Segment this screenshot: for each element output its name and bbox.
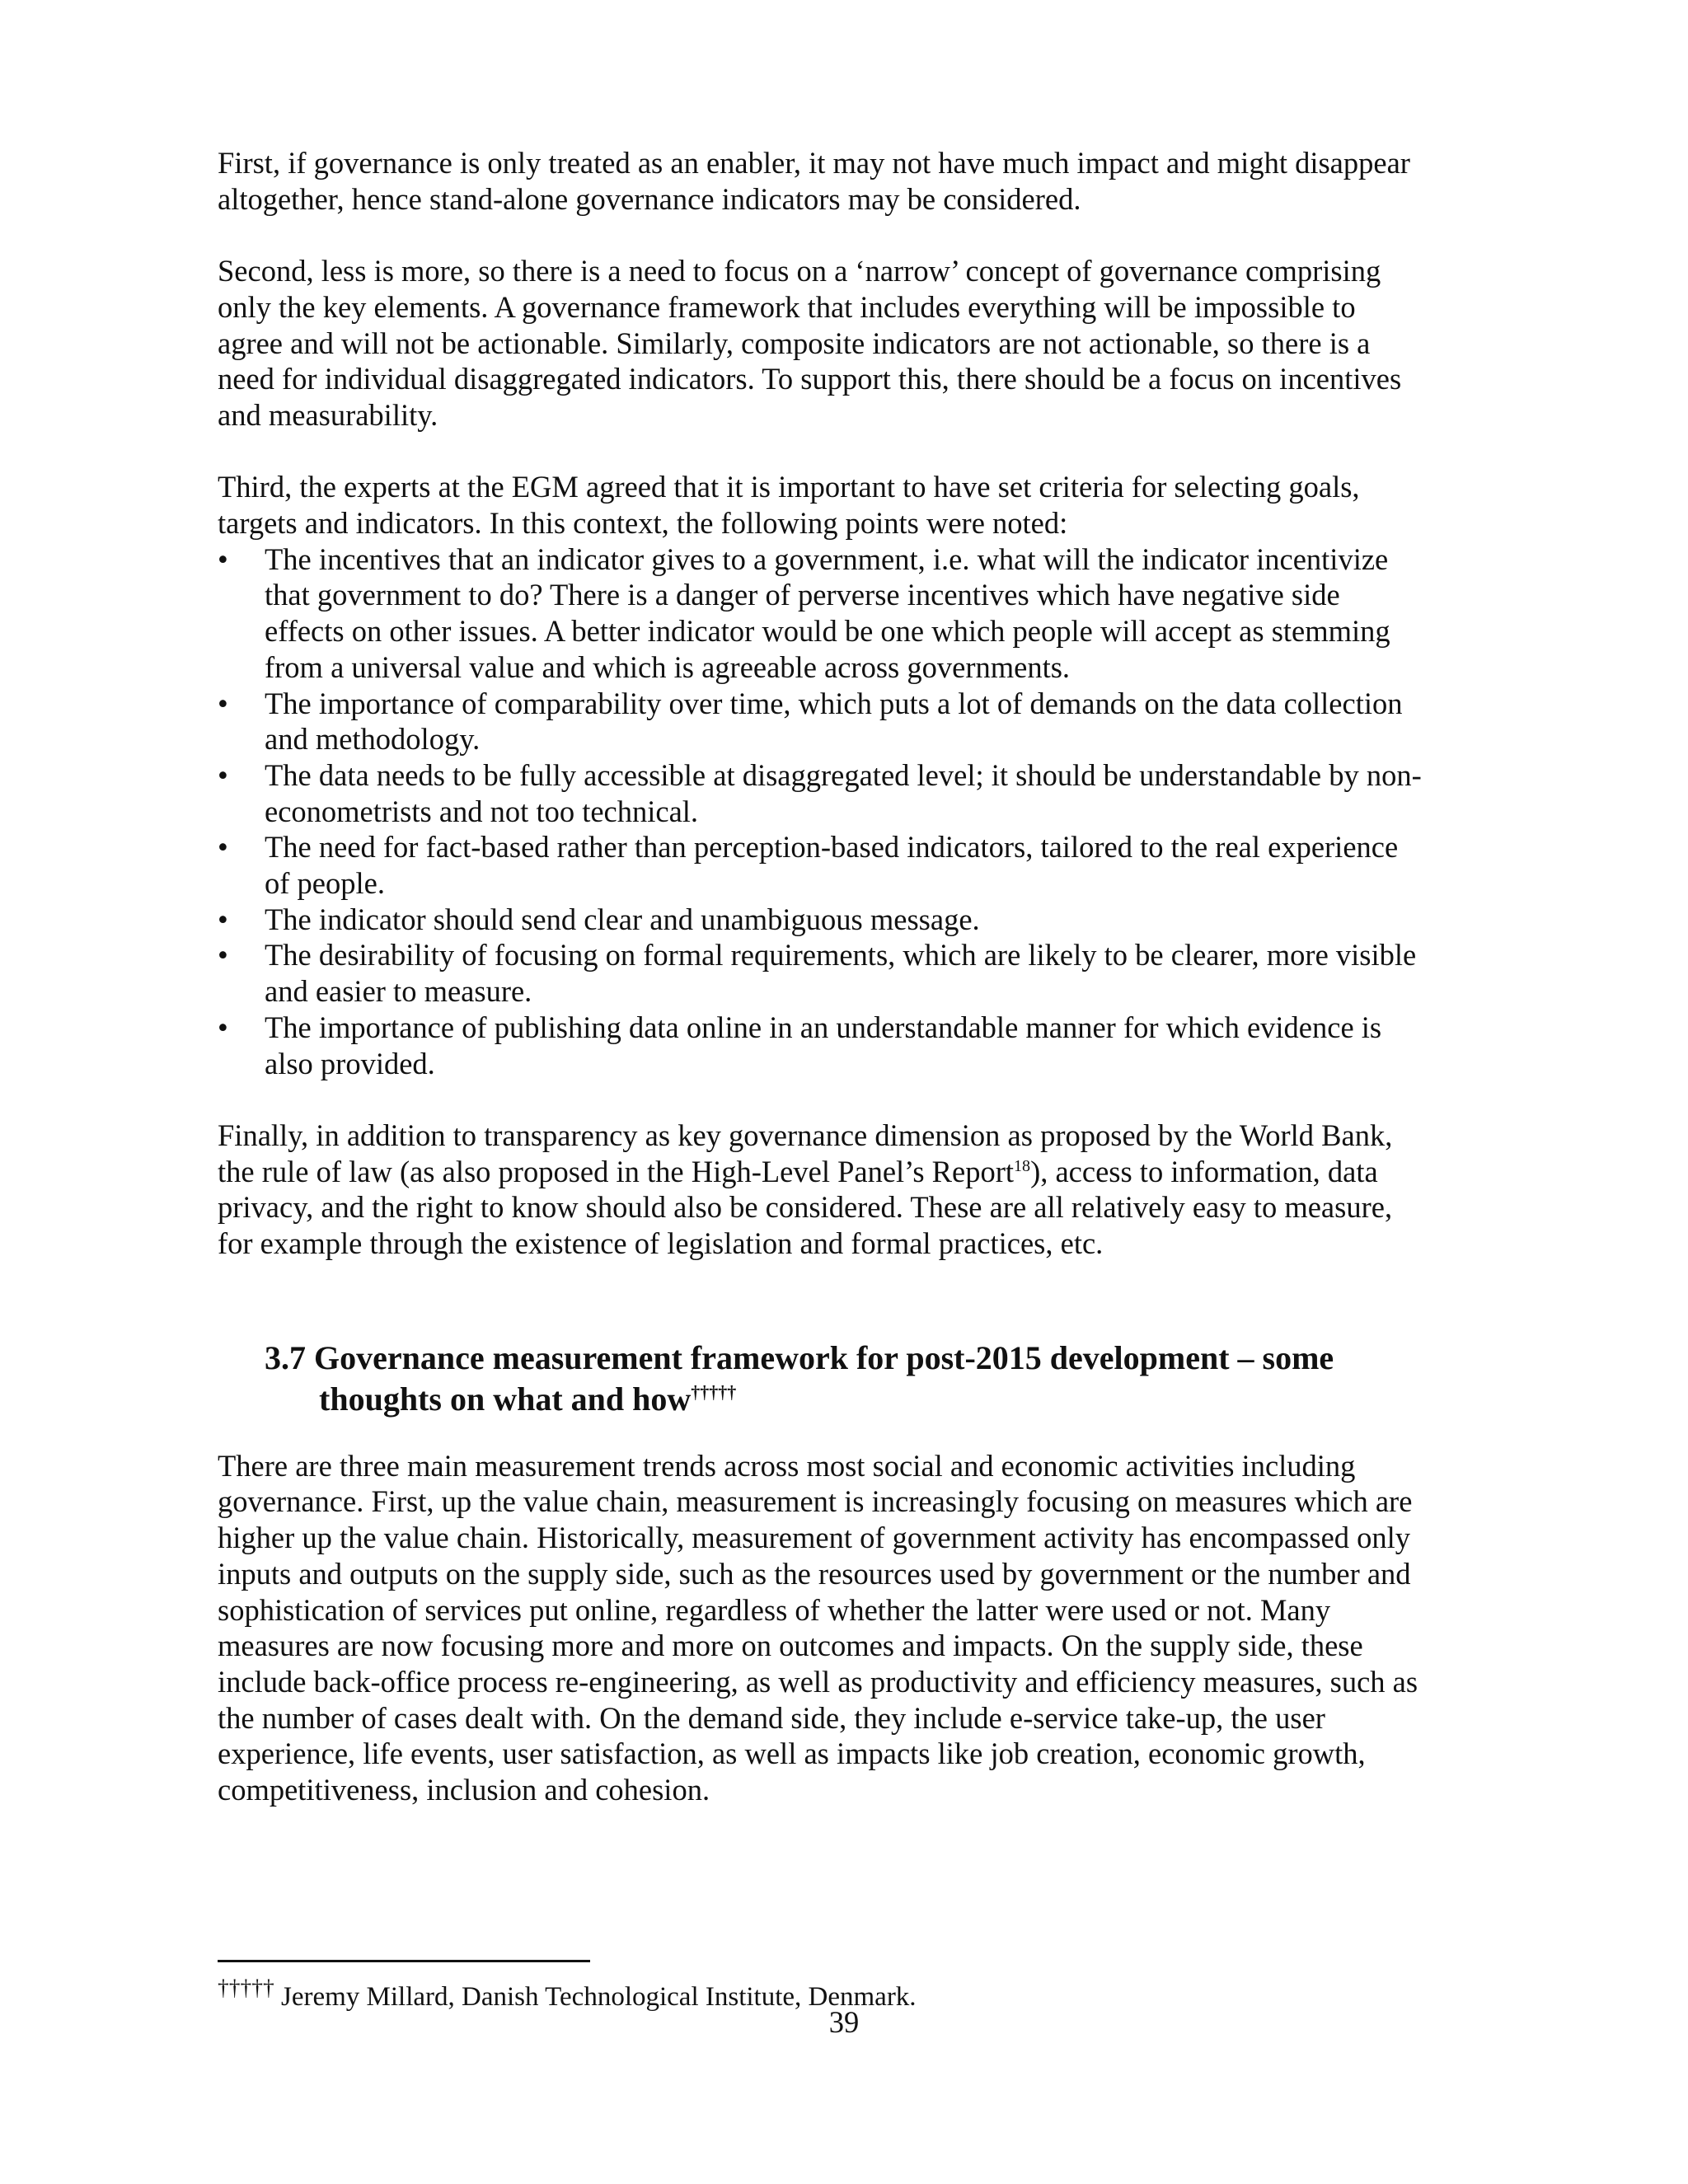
section-title-line2: thoughts on what and how xyxy=(319,1380,692,1418)
list-item-text: The need for fact-based rather than perception-based indicators, tailored to the real experience of people. xyxy=(265,830,1399,901)
section-number: 3.7 xyxy=(265,1338,306,1376)
section-title-line1: Governance measurement framework for post-2015 development – some xyxy=(314,1338,1334,1376)
list-item xyxy=(218,902,1487,938)
list-item xyxy=(218,1010,1487,1081)
page-body xyxy=(218,145,1487,1808)
footnote-text: Jeremy Millard, Danish Technological Institute, Denmark. xyxy=(274,1982,917,2012)
paragraph-measurement-trends: There are three main measurement trends across most social and economic activities including governance. First, up the value chain, measurement is increasingly focusing on measures which are higher up the value chain. Historically, measurement of government activity has encompassed only inputs and outputs on the supply side, such as the resources used by government or the number and sophistication of services put online, regardless of whether the latter were used or not. Many measures are now focusing more and more on outcomes and impacts. On the supply side, these include back-office process re-engineering, as well as productivity and efficiency measures, such as the number of cases dealt with. On the demand side, they include e-service take-up, the user experience, life events, user satisfaction, as well as impacts like job creation, economic growth, competitiveness, inclusion and cohesion. xyxy=(218,1448,1418,1807)
footnote-reference-18: 18 xyxy=(1014,1156,1031,1175)
criteria-bullet-list xyxy=(218,541,1487,1082)
list-item-text: The desirability of focusing on formal requirements, which are likely to be clearer, more visible and easier to measure. xyxy=(265,938,1417,1009)
footnote-marker: ††††† xyxy=(691,1381,737,1403)
bullet-icon: • xyxy=(218,902,228,936)
footnote-divider xyxy=(218,1960,590,1962)
bullet-icon: • xyxy=(218,938,228,972)
list-item xyxy=(218,829,1487,901)
list-item xyxy=(218,937,1487,1009)
paragraph-finally xyxy=(218,1118,1487,1262)
list-item xyxy=(218,686,1487,757)
page-number: 39 xyxy=(828,2005,860,2039)
list-item-text: The importance of publishing data online in an understandable manner for which evidence is also provided. xyxy=(265,1010,1382,1080)
bullet-icon: • xyxy=(218,541,228,576)
list-item-text: The indicator should send clear and unambiguous message. xyxy=(265,902,980,936)
paragraph-finally-part1: Finally, in addition to transparency as key governance dimension as proposed by the World Bank, the rule of law (as also proposed in the High-Level Panel’s Report xyxy=(218,1118,1393,1188)
footnote-mark: ††††† xyxy=(218,1975,274,2000)
bullet-icon: • xyxy=(218,1010,228,1044)
list-item-text: The importance of comparability over time, which puts a lot of demands on the data collection and methodology. xyxy=(265,686,1403,757)
bullet-icon: • xyxy=(218,686,228,720)
section-heading xyxy=(218,1338,1487,1420)
bullet-icon: • xyxy=(218,830,228,865)
paragraph-less-is-more: Second, less is more, so there is a need to focus on a ‘narrow’ concept of governance comprising only the key elements. A governance framework that includes everything will be impossible to agree and will not be actionable. Similarly, composite indicators are not actionable, so there is a need for individual disaggregated indicators. To support this, there should be a focus on incentives and measurability. xyxy=(218,254,1402,432)
paragraph-finally-part2: ), access to information, data privacy, and the right to know should also be considered. These are all relatively easy to measure, for example through the existence of legislation and formal practices, etc. xyxy=(218,1154,1393,1261)
paragraph-enabler: First, if governance is only treated as an enabler, it may not have much impact and might disappear altogether, hence stand-alone governance indicators may be considered. xyxy=(218,146,1410,216)
paragraph-criteria: Third, the experts at the EGM agreed that it is important to have set criteria for selecting goals, targets and indicators. In this context, the following points were noted: xyxy=(218,470,1360,540)
bullet-icon: • xyxy=(218,757,228,792)
list-item-text: The data needs to be fully accessible at disaggregated level; it should be understandable by non- econometrists and not too technical. xyxy=(265,757,1422,828)
list-item-text: The incentives that an indicator gives to a government, i.e. what will the indicator incentivize that government to do? There is a danger of perverse incentives which have negative side effects on other issues. A better indicator would be one which people will accept as stemming from a universal value and which is agreeable across governments. xyxy=(265,541,1390,684)
list-item xyxy=(218,541,1487,686)
list-item xyxy=(218,757,1487,829)
